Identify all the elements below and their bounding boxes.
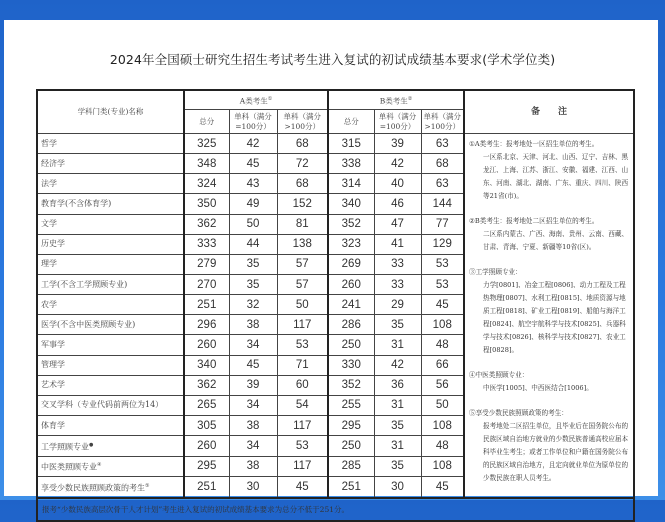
score-b-single-gt100: 53	[421, 254, 464, 274]
score-a-single100: 49	[229, 194, 277, 214]
header-subject: 学科门类(专业)名称	[37, 90, 184, 134]
subject-name: 艺术学	[37, 375, 184, 395]
score-b-total: 295	[328, 415, 374, 435]
score-a-single100: 44	[229, 234, 277, 254]
score-a-total: 296	[184, 315, 229, 335]
score-b-single100: 35	[374, 415, 421, 435]
score-a-single100: 32	[229, 295, 277, 315]
score-b-total: 286	[328, 315, 374, 335]
score-a-total: 260	[184, 436, 229, 457]
score-b-total: 250	[328, 335, 374, 355]
page-title: 2024年全国硕士研究生招生考试考生进入复试的初试成绩基本要求(学术学位类)	[109, 52, 556, 67]
subject-name: 享受少数民族照顾政策的考生⑤	[37, 477, 184, 498]
table-row	[37, 134, 634, 154]
score-b-single-gt100: 53	[421, 274, 464, 294]
score-b-single100: 46	[374, 194, 421, 214]
score-a-single-gt100: 138	[277, 234, 328, 254]
score-b-single-gt100: 144	[421, 194, 464, 214]
score-a-single100: 34	[229, 395, 277, 415]
score-b-single100: 42	[374, 355, 421, 375]
subject-name: 交叉学科（专业代码前两位为14）	[37, 395, 184, 415]
score-b-single100: 33	[374, 274, 421, 294]
score-b-single100: 47	[374, 214, 421, 234]
subject-name: 理学	[37, 254, 184, 274]
score-b-single-gt100: 45	[421, 295, 464, 315]
subject-name: 法学	[37, 174, 184, 194]
score-a-single100: 35	[229, 274, 277, 294]
score-b-single100: 31	[374, 335, 421, 355]
header-group-a: A类考生①	[184, 90, 328, 110]
score-b-single100: 39	[374, 134, 421, 154]
score-a-single-gt100: 60	[277, 375, 328, 395]
score-a-total: 350	[184, 194, 229, 214]
score-b-total: 340	[328, 194, 374, 214]
score-b-total: 250	[328, 436, 374, 457]
score-b-single-gt100: 108	[421, 315, 464, 335]
note-item: ②B类考生：报考地处二区招生单位的考生。 二区系内蒙古、广西、海南、贵州、云南、西藏、甘肃、青海、宁夏、新疆等10省(区)。	[469, 217, 629, 251]
score-b-single100: 31	[374, 436, 421, 457]
score-b-single-gt100: 66	[421, 355, 464, 375]
score-a-total: 362	[184, 214, 229, 234]
score-a-single100: 34	[229, 436, 277, 457]
score-b-total: 338	[328, 154, 374, 174]
subject-name: 中医类照顾专业④	[37, 456, 184, 477]
score-a-single100: 38	[229, 415, 277, 435]
score-a-total: 251	[184, 295, 229, 315]
score-a-single-gt100: 72	[277, 154, 328, 174]
score-b-total: 241	[328, 295, 374, 315]
subject-name: 教育学(不含体育学)	[37, 194, 184, 214]
note-item: ⑤享受少数民族照顾政策的考生： 报考地处二区招生单位，且毕业后在国务院公布的民族区域自治地方就业的少数民族普通高校应届本科毕业生考生；或者工作单位和户籍在国务院公布的民族区域自治地方，且定向就业单位为原单位的少数民族在职人员考生。	[469, 409, 629, 482]
score-b-total: 269	[328, 254, 374, 274]
score-a-single-gt100: 117	[277, 456, 328, 477]
score-b-single-gt100: 48	[421, 335, 464, 355]
score-b-total: 285	[328, 456, 374, 477]
score-b-total: 255	[328, 395, 374, 415]
score-a-total: 279	[184, 254, 229, 274]
subject-name: 哲学	[37, 134, 184, 154]
score-a-single-gt100: 53	[277, 436, 328, 457]
score-a-single100: 50	[229, 214, 277, 234]
subject-name: 体育学	[37, 415, 184, 435]
footer-note: 报考“少数民族高层次骨干人才计划”考生进入复试的初试成绩基本要求为总分不低于251分。	[37, 498, 634, 521]
score-b-total: 314	[328, 174, 374, 194]
score-a-total: 260	[184, 335, 229, 355]
score-b-single100: 36	[374, 375, 421, 395]
score-b-single100: 40	[374, 174, 421, 194]
score-b-single100: 41	[374, 234, 421, 254]
score-a-single100: 45	[229, 154, 277, 174]
score-b-single-gt100: 108	[421, 415, 464, 435]
score-a-single-gt100: 53	[277, 335, 328, 355]
score-b-single100: 33	[374, 254, 421, 274]
header-b-single100: 单科（满分=100分）	[374, 110, 421, 134]
header-a-single100: 单科（满分=100分）	[229, 110, 277, 134]
note-item: ③工学照顾专业： 力学[0801]、冶金工程[0806]、动力工程及工程热物理[0807]、水利工程[0815]、地质资源与地质工程[0818]、矿业工程[0819]、船舶与海洋工程[0824]、航空宇航科学与技术[0825]、兵器科学与技术[0826]、核科学与技术[0827]、农业工程[0828]。	[469, 268, 626, 354]
header-group-b: B类考生②	[328, 90, 464, 110]
score-a-single-gt100: 68	[277, 134, 328, 154]
score-a-single100: 38	[229, 456, 277, 477]
score-b-total: 352	[328, 214, 374, 234]
score-a-single-gt100: 117	[277, 415, 328, 435]
score-b-total: 330	[328, 355, 374, 375]
subject-name: 文学	[37, 214, 184, 234]
score-b-total: 315	[328, 134, 374, 154]
score-a-single100: 39	[229, 375, 277, 395]
score-a-single-gt100: 152	[277, 194, 328, 214]
score-b-single100: 30	[374, 477, 421, 498]
score-b-single-gt100: 68	[421, 154, 464, 174]
score-a-total: 324	[184, 174, 229, 194]
score-a-single100: 38	[229, 315, 277, 335]
score-a-single-gt100: 117	[277, 315, 328, 335]
header-b-single-gt100: 单科（满分>100分）	[421, 110, 464, 134]
score-b-single-gt100: 63	[421, 174, 464, 194]
score-a-single100: 42	[229, 134, 277, 154]
score-a-single100: 34	[229, 335, 277, 355]
score-a-single-gt100: 45	[277, 477, 328, 498]
score-a-single100: 35	[229, 254, 277, 274]
score-b-single-gt100: 45	[421, 477, 464, 498]
score-b-single100: 35	[374, 315, 421, 335]
score-a-single100: 45	[229, 355, 277, 375]
score-a-single100: 30	[229, 477, 277, 498]
score-b-total: 352	[328, 375, 374, 395]
score-b-single100: 35	[374, 456, 421, 477]
score-a-single-gt100: 81	[277, 214, 328, 234]
score-requirements-table	[36, 89, 635, 522]
subject-name: 工学照顾专业●	[37, 436, 184, 457]
subject-name: 农学	[37, 295, 184, 315]
score-a-single-gt100: 71	[277, 355, 328, 375]
score-a-total: 305	[184, 415, 229, 435]
score-b-single100: 29	[374, 295, 421, 315]
score-a-total: 362	[184, 375, 229, 395]
score-a-single-gt100: 50	[277, 295, 328, 315]
score-a-total: 270	[184, 274, 229, 294]
score-a-single-gt100: 54	[277, 395, 328, 415]
score-b-single-gt100: 63	[421, 134, 464, 154]
score-b-single-gt100: 48	[421, 436, 464, 457]
score-b-single100: 31	[374, 395, 421, 415]
score-a-total: 251	[184, 477, 229, 498]
score-b-total: 251	[328, 477, 374, 498]
score-b-total: 323	[328, 234, 374, 254]
note-item: ④中医类照顾专业： 中医学[1005]、中西医结合[1006]。	[469, 371, 593, 392]
score-a-total: 333	[184, 234, 229, 254]
subject-name: 历史学	[37, 234, 184, 254]
score-a-total: 348	[184, 154, 229, 174]
header-b-total: 总分	[328, 110, 374, 134]
score-b-single-gt100: 108	[421, 456, 464, 477]
score-a-total: 295	[184, 456, 229, 477]
subject-name: 工学(不含工学照顾专业)	[37, 274, 184, 294]
note-item: ①A类考生：报考地处一区招生单位的考生。 一区系北京、天津、河北、山西、辽宁、吉林、黑龙江、上海、江苏、浙江、安徽、福建、江西、山东、河南、湖北、湖南、广东、重庆、四川、陕西等21省(市)。	[469, 140, 629, 200]
score-a-single-gt100: 57	[277, 254, 328, 274]
score-b-single-gt100: 77	[421, 214, 464, 234]
header-a-total: 总分	[184, 110, 229, 134]
notes-cell	[464, 134, 634, 499]
score-a-total: 265	[184, 395, 229, 415]
header-notes: 备 注	[464, 90, 634, 134]
score-a-single-gt100: 57	[277, 274, 328, 294]
subject-name: 管理学	[37, 355, 184, 375]
subject-name: 军事学	[37, 335, 184, 355]
score-b-single-gt100: 56	[421, 375, 464, 395]
score-b-single-gt100: 129	[421, 234, 464, 254]
score-a-single-gt100: 68	[277, 174, 328, 194]
score-b-single-gt100: 50	[421, 395, 464, 415]
subject-name: 医学(不含中医类照顾专业)	[37, 315, 184, 335]
score-a-single100: 43	[229, 174, 277, 194]
score-b-single100: 42	[374, 154, 421, 174]
header-a-single-gt100: 单科（满分>100分）	[277, 110, 328, 134]
score-b-total: 260	[328, 274, 374, 294]
score-a-total: 325	[184, 134, 229, 154]
subject-name: 经济学	[37, 154, 184, 174]
score-a-total: 340	[184, 355, 229, 375]
